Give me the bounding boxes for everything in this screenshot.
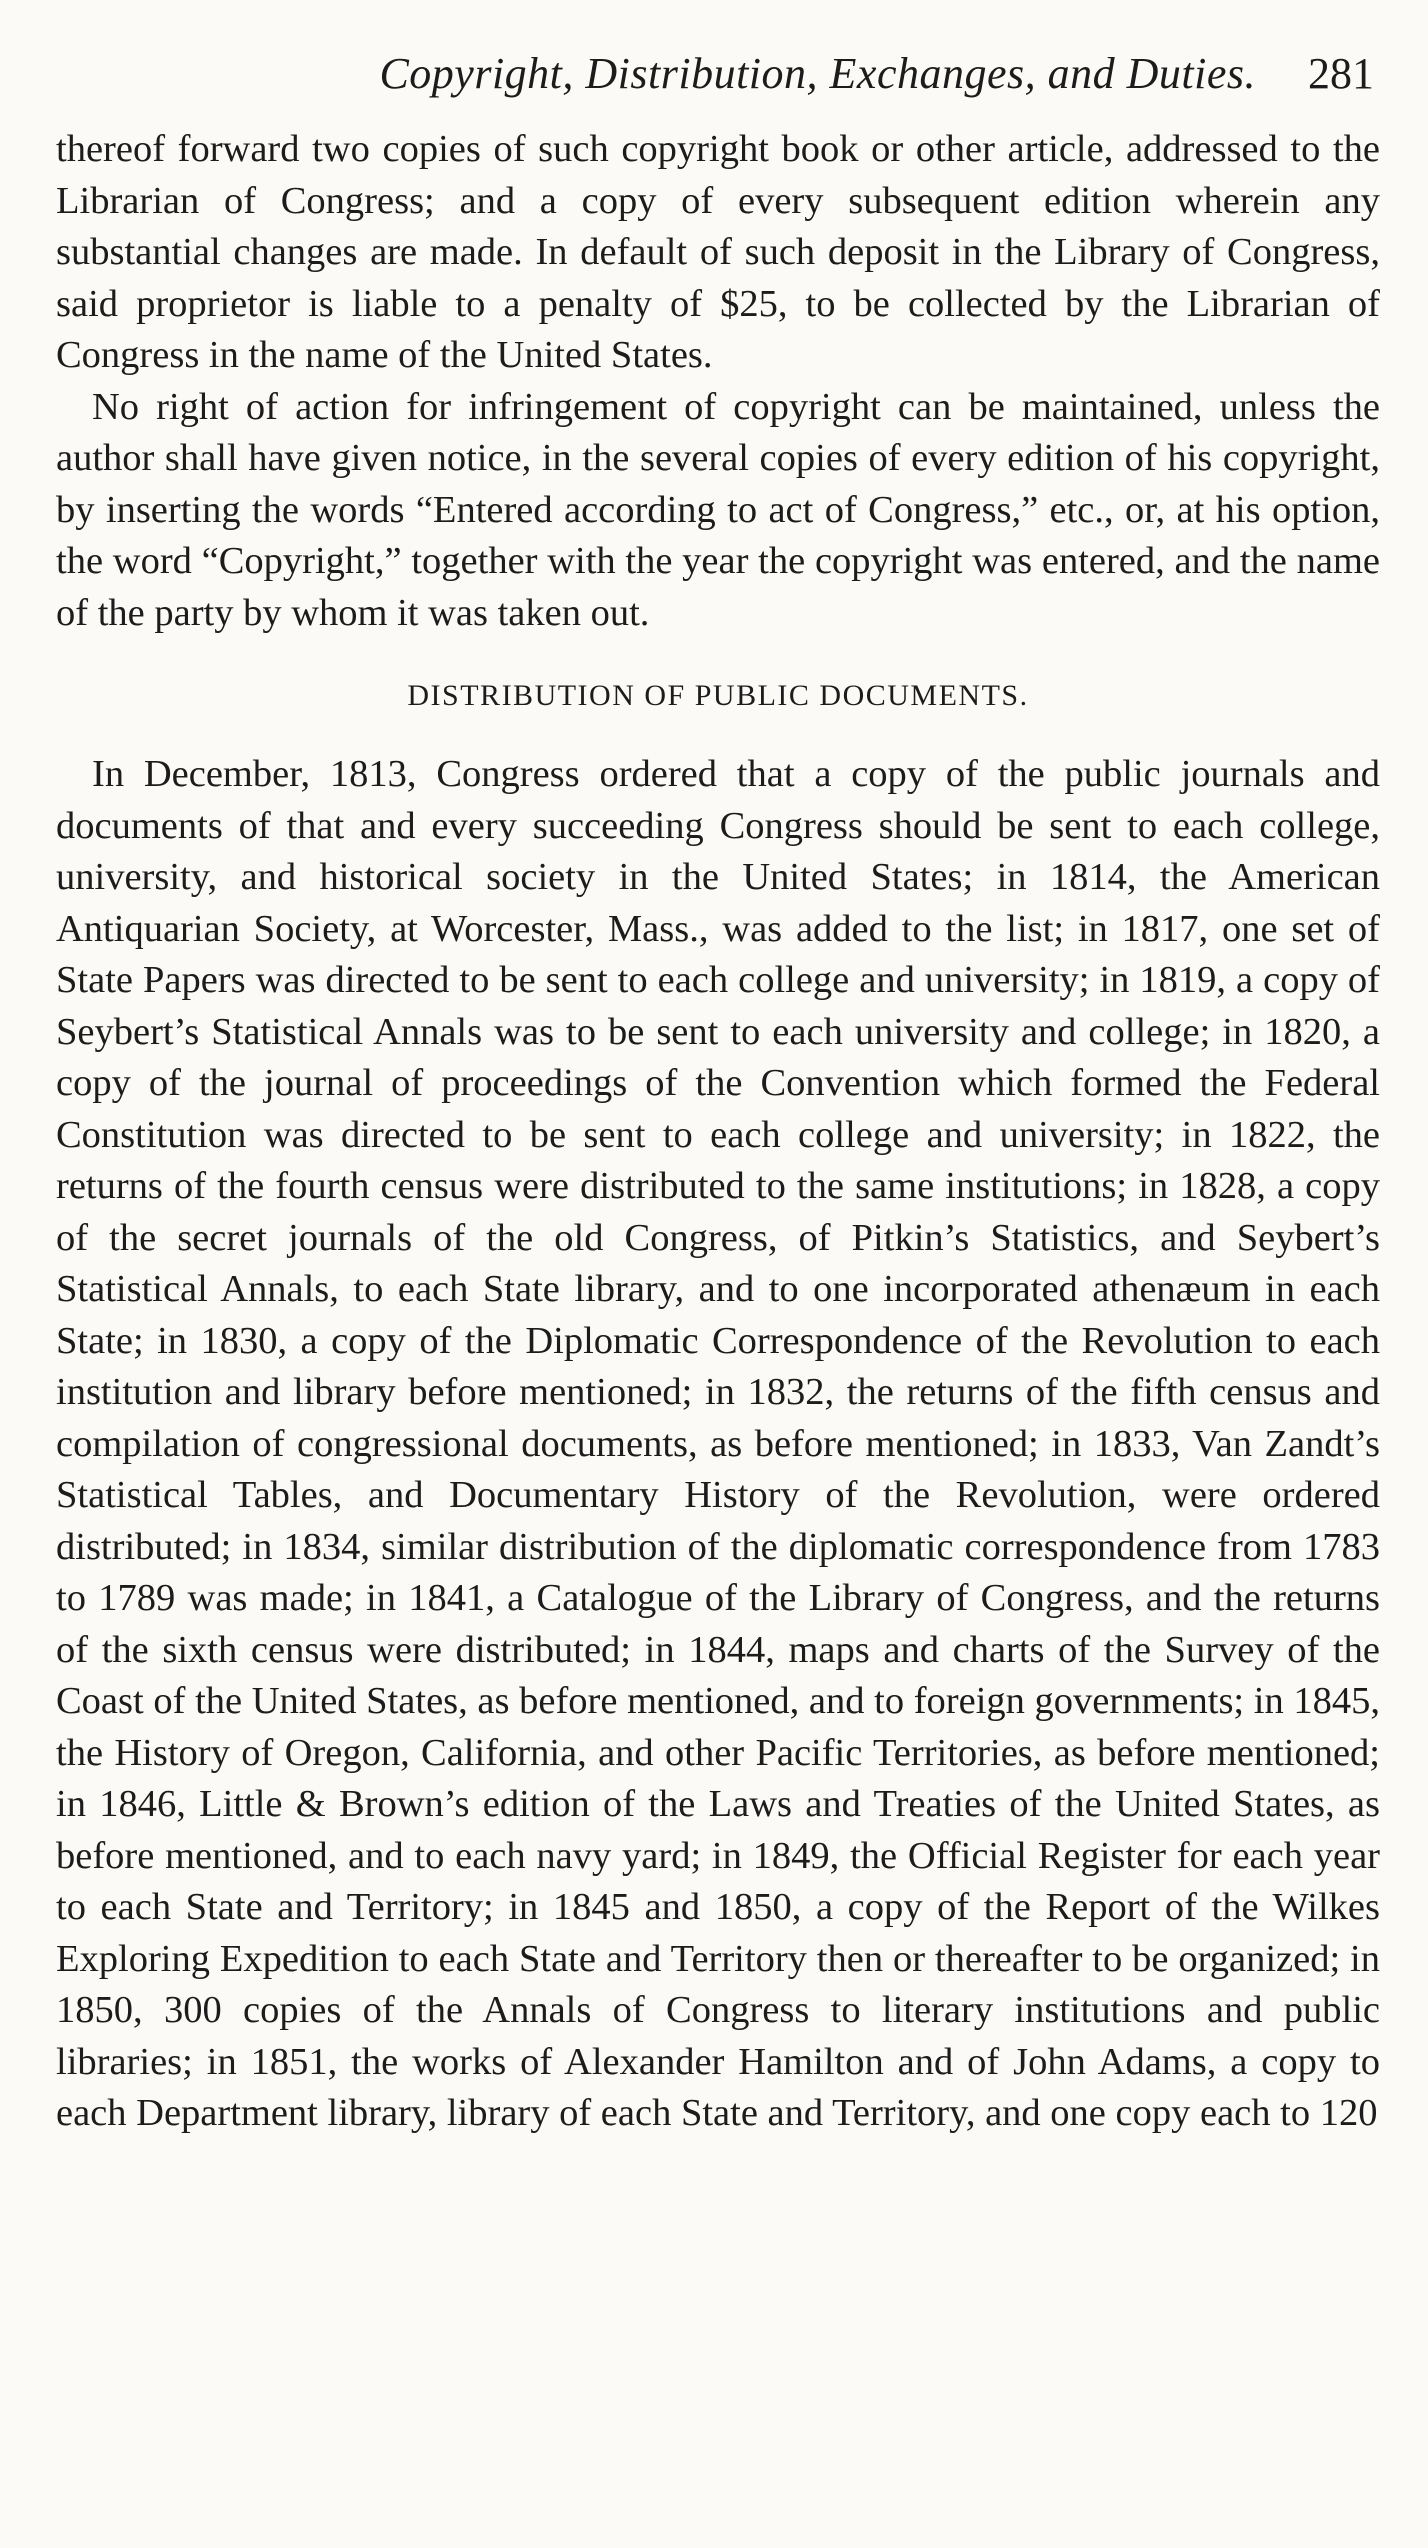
running-head: Copyright, Distribution, Exchanges, and Duties. <box>379 49 1256 98</box>
paragraph-2: No right of action for infringement of copyright can be maintained, unless the author shall have given notice, in the several copies of every edition of his copyright, by inserting the words “Entered according to act of Congress,” etc., or, at his option, the word “Copyright,” together with the year the copyright was entered, and the name of the party by whom it was taken out. <box>56 385 1380 634</box>
page-number: 281 <box>1308 49 1374 98</box>
page-header <box>56 48 1380 124</box>
paragraph-3: In December, 1813, Congress ordered that a copy of the public journals and documents of that and every succeeding Congress should be sent to each college, university, and historical society in the United States; in 1814, the American Antiquarian Society, at Worcester, Mass., was added to the list; in 1817, one set of State Papers was directed to be sent to each college and university; in 1819, a copy of Seybert’s Statistical Annals was to be sent to each university and college; in 1820, a copy of the journal of proceedings of the Convention which formed the Federal Constitution was directed to be sent to each college and university; in 1822, the returns of the fourth census were distributed to the same institutions; in 1828, a copy of the secret journals of the old Congress, of Pitkin’s Statistics, and Seybert’s Statistical Annals, to each State library, and to one incorporated athenæum in each State; in 1830, a copy of the Diplomatic Correspondence of the Revolution to each institution and library before mentioned; in 1832, the returns of the fifth census and compilation of congressional documents, as before mentioned; in 1833, Van Zandt’s Statistical Tables, and Documentary History of the Revolution, were ordered distributed; in 1834, similar distribution of the diplomatic correspondence from 1783 to 1789 was made; in 1841, a Catalogue of the Library of Congress, and the returns of the sixth census were distributed; in 1844, maps and charts of the Survey of the Coast of the United States, as before mentioned, and to foreign governments; in 1845, the History of Oregon, California, and other Pacific Territories, as before mentioned; in 1846, Little & Brown’s edition of the Laws and Treaties of the United States, as before mentioned, and to each navy yard; in 1849, the Official Register for each year to each State and Territory; in 1845 and 1850, a copy of the Report of the Wilkes Exploring Expedition to each State and Territory then or thereafter to be organized; in 1850, 300 copies of the Annals of Congress to literary institutions and public libraries; in 1851, the works of Alexander Hamilton and of John Adams, a copy to each Department library, library of each State and Territory, and one copy each to 120 <box>56 753 1380 2134</box>
section-heading: DISTRIBUTION OF PUBLIC DOCUMENTS. <box>407 679 1029 712</box>
book-page <box>56 48 1380 2140</box>
paragraph-1: thereof forward two copies of such copyright book or other article, addressed to the Librarian of Congress; and a copy of every subsequent edition wherein any substantial changes are made. In default of such deposit in the Library of Congress, said proprietor is liable to a penalty of $25, to be collected by the Librarian of Congress in the name of the United States. <box>56 128 1380 376</box>
